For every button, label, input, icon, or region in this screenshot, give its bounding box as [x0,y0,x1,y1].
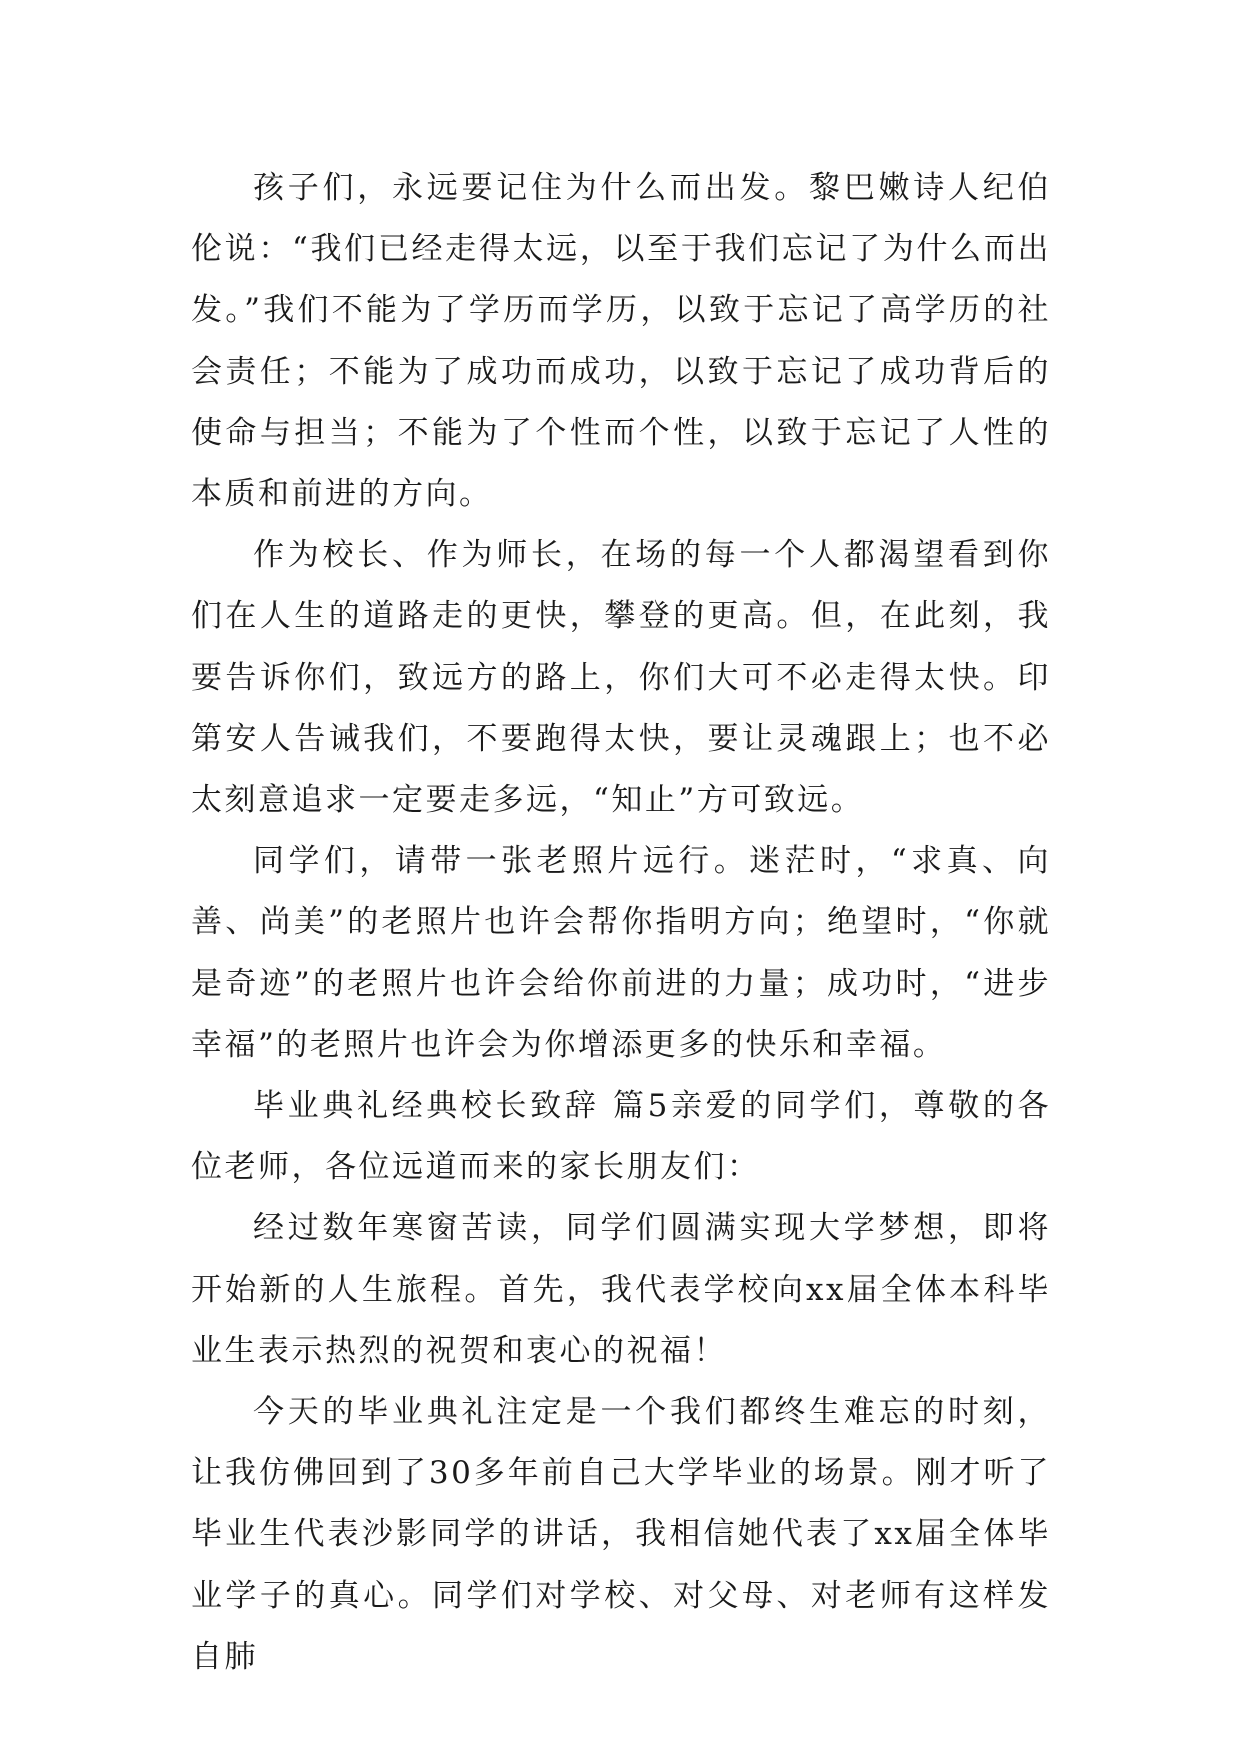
document-body [191,158,1051,1688]
paragraph-4: 毕业典礼经典校长致辞 篇5亲爱的同学们，尊敬的各位老师，各位远道而来的家长朋友们： [191,1088,1051,1186]
paragraph-1: 孩子们，永远要记住为什么而出发。黎巴嫩诗人纪伯伦说：“我们已经走得太远，以至于我们忘记了为什么而出发。”我们不能为了学历而学历，以致于忘记了高学历的社会责任；不能为了成功而成功，以致于忘记了成功背后的使命与担当；不能为了个性而个性，以致于忘记了人性的本质和前进的方向。 [191,170,1051,513]
paragraph-5: 经过数年寒窗苦读，同学们圆满实现大学梦想，即将开始新的人生旅程。首先，我代表学校向xx届全体本科毕业生表示热烈的祝贺和衷心的祝福！ [191,1210,1051,1369]
paragraph-3: 同学们，请带一张老照片远行。迷茫时，“求真、向善、尚美”的老照片也许会帮你指明方向；绝望时，“你就是奇迹”的老照片也许会给你前进的力量；成功时，“进步幸福”的老照片也许会为你增添更多的快乐和幸福。 [191,843,1051,1063]
paragraph-2: 作为校长、作为师长，在场的每一个人都渴望看到你们在人生的道路走的更快，攀登的更高。但，在此刻，我要告诉你们，致远方的路上，你们大可不必走得太快。印第安人告诫我们，不要跑得太快，要让灵魂跟上；也不必太刻意追求一定要走多远，“知止”方可致远。 [191,537,1051,819]
paragraph-6: 今天的毕业典礼注定是一个我们都终生难忘的时刻，让我仿佛回到了30多年前自己大学毕业的场景。刚才听了毕业生代表沙影同学的讲话，我相信她代表了xx届全体毕业学子的真心。同学们对学校、对父母、对老师有这样发自肺 [191,1394,1051,1675]
